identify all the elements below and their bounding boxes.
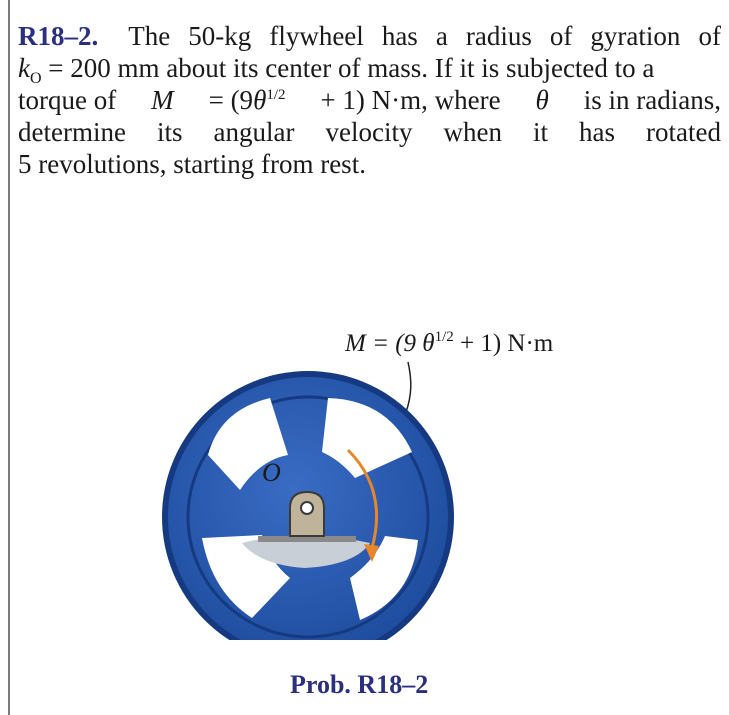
origin-label: O [262, 458, 281, 487]
problem-line-3: torque of M = ($9\theta^{1/2}$ + 1) N·m, where θ is in radians, [18, 85, 721, 115]
figure-caption: Prob. R18–2 [290, 670, 429, 699]
problem-number: R18–2. [18, 21, 99, 51]
label-leader-line [406, 362, 411, 412]
k-subscript: O [29, 70, 42, 87]
k-symbol: k [18, 53, 30, 83]
flywheel-figure [150, 300, 610, 640]
problem-line-1: R18–2. The 50-kg flywheel has a radius of gyration of [18, 21, 721, 51]
problem-line-4: determine its angular velocity when it has rotated [18, 117, 721, 147]
theta-symbol: θ [535, 85, 549, 115]
problem-line-5: 5 revolutions, starting from rest. [18, 149, 366, 179]
margin-rule [8, 0, 10, 715]
problem-statement [18, 20, 721, 180]
moment-symbol: M [151, 85, 174, 115]
moment-label: M = (9 $\theta^{1/2} + 1$) N·m [345, 329, 554, 357]
pin-hole [301, 502, 313, 514]
problem-line-2: $k_O = 200$ mm about its center of mass. If it is subjected to a [18, 53, 655, 87]
